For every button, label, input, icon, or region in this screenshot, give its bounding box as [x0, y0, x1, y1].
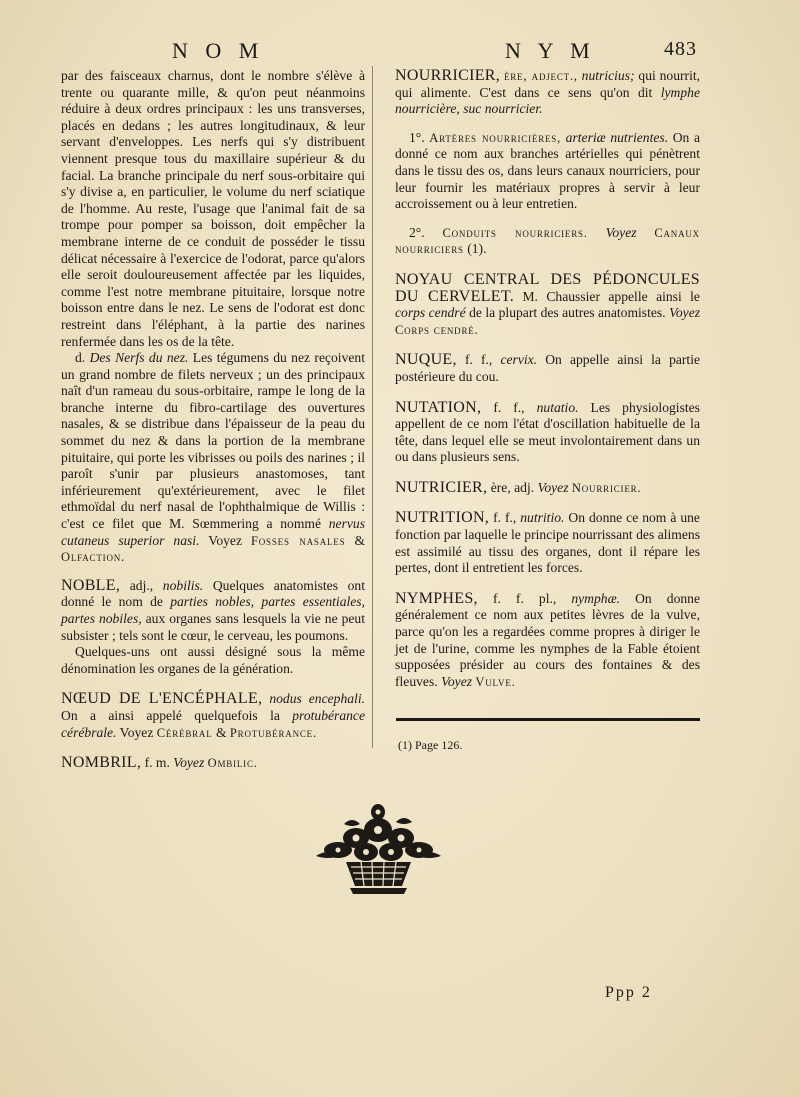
voyez-label: Voyez — [208, 532, 242, 548]
latin-term: nutricius; — [581, 68, 635, 83]
headword: NUTRICIER, — [395, 478, 488, 496]
latin-term: arteriæ nutrientes. — [565, 129, 669, 145]
entry-nutrition — [395, 510, 700, 576]
italic-terms: parties nobles, partes essentiales, partes nobiles, — [61, 594, 365, 626]
footnote-marker[interactable]: (1). — [467, 241, 487, 257]
voyez-label: Voyez — [441, 673, 473, 689]
paragraph-text: Les tégumens du nez reçoivent un grand nombre de filets nerveux ; un des principaux naît d'un rameau du sous-orbitaire, rampe le long de la branche interne du fibro-cartilage des ouvertures nasales, & se distribue dans l'épaisseur de la peau du sommet du nez & dans la portion de la membrane pituitaire, qui porte les vibrisses ou poils des narines ; il paroît s'unir par plusieurs anastomoses, tant inférieurement qu'extérieurement, avec le filet ethmoïdal du nerf nasal de l'ophthalmique de Willis : c'est ce filet que M. Sœmmering a nommé — [61, 350, 365, 532]
cross-reference[interactable]: Olfaction. — [61, 550, 125, 565]
section-title: Des Nerfs du nez. — [89, 350, 189, 366]
running-head — [0, 38, 800, 68]
grammar-label: f. f., — [493, 510, 517, 526]
latin-term: nodus encephali. — [269, 691, 365, 707]
cross-reference[interactable]: Corps cendré. — [395, 322, 479, 337]
entry-text: On donne ce nom à une fonction par laquelle le principe nourrissant des alimens est assimilé au tissu des organes, dont il répare les pertes, dont il entretient les forces. — [395, 510, 700, 576]
footnote-rule — [396, 718, 700, 721]
cross-reference[interactable]: Fosses nasales — [251, 533, 346, 548]
latin-term: cervix. — [500, 352, 538, 368]
right-column — [395, 68, 700, 690]
voyez-label: Voyez — [605, 224, 637, 240]
entry-nuque — [395, 352, 700, 385]
running-head-right: N Y M — [505, 38, 596, 63]
entry-text: de la plupart des autres anatomistes. — [469, 305, 666, 321]
footnote: (1) Page 126. — [398, 738, 463, 752]
floral-basket-vignette-icon — [306, 800, 451, 898]
entry-noble — [61, 578, 365, 644]
entry-text: On donne généralement ce nom aux petites lèvres de la vulve, parce qu'on les a regardées comme propres à diriger le jet de l'urine, comme les nymphes de la Fable étoient supposées présider au cours des fontaines & des fleuves. — [395, 590, 700, 689]
voyez-label: Voyez — [119, 724, 154, 740]
grammar-label: ère, adj. — [490, 479, 535, 495]
headword: NOYAU CENTRAL DES PÉDONCULES DU CERVELET. — [395, 270, 700, 305]
headword: NUTATION, — [395, 398, 482, 416]
latin-term: nutatio. — [536, 399, 579, 415]
grammar-label: ère, adject., — [503, 69, 578, 83]
signature-mark: Ppp 2 — [605, 984, 652, 1001]
entry-text: M. Chaussier appelle ainsi le — [522, 288, 700, 304]
grammar-label: f. f., — [493, 399, 525, 415]
entry-text: aux organes sans lesquels la vie ne peut subsister ; tels sont le cœur, le cerveau, les poumons. — [61, 611, 365, 643]
cross-reference[interactable]: Protubérance. — [229, 725, 317, 740]
headword: NYMPHES, — [395, 589, 478, 607]
headword: NUTRITION, — [395, 509, 490, 527]
headword: NŒUD DE L'ENCÉPHALE, — [61, 690, 263, 708]
subentry-title: Artères nourricières, — [429, 130, 562, 145]
voyez-label: Voyez — [669, 305, 701, 321]
paragraph-elephant: par des faisceaux charnus, dont le nombre s'élève à trente ou quarante mille, & qu'on peut néanmoins réduire à deux ordres principaux : les uns transverses, placés en dedans ; les autres longitudinaux, & leur servant d'enveloppes. Les nerfs qui s'y distribuent viennent presque tous du maxillaire supérieur & du facial. La branche principale du nerf sous-orbitaire qui s'y divise a, en particulier, le volume du nerf sciatique de l'homme. Au reste, l'usage que l'animal fait de sa trompe pour pomper sa boisson, doit empêcher la membrane interne de ce conduit de posséder le tissu délicat nécessaire à l'exercice de l'odorat, parce qu'alors elle seroit douloureusement affectée par les liquides, comme l'est notre membrane pituitaire, lorsque notre boisson entre dans le nez. Le sens de l'odorat est donc restreint dans l'éléphant, à la partie des narines renfermée dans les os de la tête. — [61, 68, 365, 349]
subentry-title: Conduits nourriciers. — [442, 225, 588, 240]
entry-text: On appelle ainsi la partie postérieure du cou. — [395, 352, 701, 384]
entry-text: On a donné ce nom aux branches artérielles qui pénètrent dans le tissu des os, dans leurs canaux nourriciers, pour leur fournir les matériaux propres à servir à leur accroissement ou à leur entretien. — [395, 129, 700, 212]
entry-nymphes — [395, 591, 700, 691]
subentry-number: 2°. — [409, 224, 425, 240]
headword: NOURRICIER, — [395, 67, 501, 84]
entry-text: Quelques anatomistes ont donné le nom de — [61, 577, 365, 610]
latin-term: nymphæ. — [571, 590, 621, 606]
cross-reference[interactable]: Canaux nourriciers — [395, 225, 700, 257]
paragraph-nerfs-du-nez — [61, 350, 365, 566]
headword: NOBLE, — [61, 576, 121, 594]
grammar-label: adj., — [129, 577, 154, 593]
entry-text: On a ainsi appelé quelquefois la — [61, 707, 280, 723]
entry-nourricier — [395, 68, 700, 118]
entry-noeud — [61, 691, 365, 741]
column-divider — [372, 66, 373, 748]
entry-text: Les physiologistes appellent de ce nom l'état d'oscillation habituelle de la tête, dans lequel elle se meut involontairement dans un ou dans plusieurs sens. — [395, 399, 700, 465]
entry-noble-continued: Quelques-uns ont aussi désigné sous la même dénomination les organes de la génération. — [61, 644, 365, 676]
left-column — [61, 68, 365, 772]
grammar-label: f. m. — [144, 755, 170, 771]
entry-nutation — [395, 400, 700, 466]
cross-reference[interactable]: Cérébral — [156, 725, 213, 740]
italic-terms: lymphe nourricière, suc nourricier. — [395, 84, 701, 117]
cross-reference[interactable]: Vulve. — [475, 674, 516, 689]
subentry-conduits — [395, 225, 700, 258]
latin-term: nutritio. — [520, 510, 565, 526]
entry-text: qui nourrit, qui alimente. C'est dans ce sens qu'on dit — [395, 68, 701, 100]
cross-reference[interactable]: Ombilic. — [207, 756, 258, 771]
voyez-label: Voyez — [173, 755, 205, 771]
latin-term: nobilis. — [162, 577, 204, 593]
latin-term: nervus cutaneus superior nasi. — [61, 516, 365, 548]
subentry-number: 1°. — [409, 129, 425, 145]
headword: NUQUE, — [395, 351, 457, 369]
italic-term: corps cendré — [395, 305, 466, 321]
italic-term: protubérance cérébrale. — [61, 707, 365, 740]
ampersand: & — [215, 724, 227, 740]
grammar-label: f. f. pl., — [492, 590, 557, 606]
section-letter: d. — [75, 350, 86, 366]
subentry-arteres — [395, 130, 700, 213]
page-number: 483 — [664, 38, 697, 60]
headword: NOMBRIL, — [61, 754, 142, 772]
entry-nombril — [61, 755, 365, 772]
cross-reference[interactable]: Nourricier. — [571, 480, 642, 495]
ampersand: & — [354, 532, 366, 548]
entry-noyau — [395, 272, 700, 338]
entry-nutricier — [395, 480, 700, 497]
voyez-label: Voyez — [537, 479, 569, 495]
running-head-left: N O M — [172, 38, 265, 63]
grammar-label: f. f., — [464, 352, 493, 368]
